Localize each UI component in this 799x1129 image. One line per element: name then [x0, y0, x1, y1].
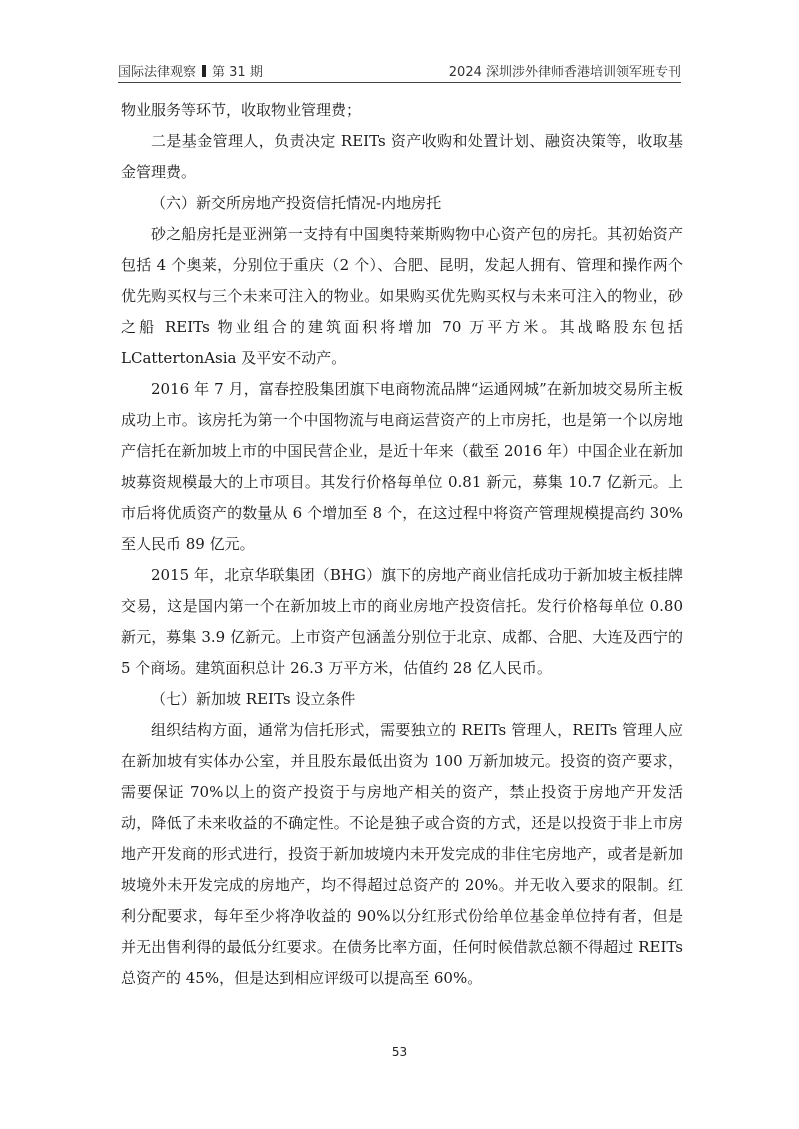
separator-bar	[202, 65, 206, 77]
paragraph: 物业服务等环节，收取物业管理费；	[121, 101, 362, 119]
header-left	[118, 61, 263, 80]
special-issue-title: 2024 深圳涉外律师香港培训领军班专刊	[448, 65, 681, 80]
page-number: 53	[391, 1045, 408, 1059]
issue-number: 第 31 期	[212, 65, 263, 80]
header-rule	[118, 82, 681, 83]
page-header	[118, 58, 681, 80]
paragraph: 组织结构方面，通常为信托形式，需要独立的 REITs 管理人，REITs 管理人应在新加坡有实体办公室，并且股东最低出资为 100 万新加坡元。投资的资产要求，需要保证 70%以上的资产投资于与房地产相关的资产，禁止投资于房地产开发活动，降低了未来收益的不确定性。不论是独子或合资的方式，还是以投资于非上市房地产开发商的形式进行，投资于新加坡境内未开发完成的非住宅房地产，或者是新加坡境外未开发完成的房地产，均不得超过总资产的 20%。并无收入要求的限制。红利分配要求，每年至少将净收益的 90%以分红形式份给单位基金单位持有者，但是并无出售利得的最低分红要求。在债务比率方面，任何时候借款总额不得超过 REITs 总资产的 45%，但是达到相应评级可以提高至 60%。	[121, 721, 683, 987]
paragraph: 2016 年 7 月，富春控股集团旗下电商物流品牌“运通网城”在新加坡交易所主板成功上市。该房托为第一个中国物流与电商运营资产的上市房托，也是第一个以房地产信托在新加坡上市的中国民营企业，是近十年来（截至 2016 年）中国企业在新加坡募资规模最大的上市项目。其发行价格每单位 0.81 新元，募集 10.7 亿新元。上市后将优质资产的数量从 6 个增加至 8 个，在这过程中将资产管理规模提高约 30%至人民币 89 亿元。	[121, 380, 683, 553]
journal-title: 国际法律观察	[118, 65, 197, 80]
paragraph: 砂之船房托是亚洲第一支持有中国奥特莱斯购物中心资产包的房托。其初始资产包括 4 个奥莱，分别位于重庆（2 个）、合肥、昆明，发起人拥有、管理和操作两个优先购买权与三个未来可注入的物业。如果购买优先购买权与未来可注入的物业，砂之船 REITs 物业组合的建筑面积将增加 70 万平方米。其战略股东包括 LCattertonAsia 及平安不动产。	[121, 225, 683, 367]
section-heading: （六）新交所房地产投资信托情况-内地房托	[151, 194, 442, 212]
section-heading: （七）新加坡 REITs 设立条件	[151, 690, 356, 708]
article-body	[121, 95, 683, 994]
paragraph: 2015 年，北京华联集团（BHG）旗下的房地产商业信托成功于新加坡主板挂牌交易，这是国内第一个在新加坡上市的商业房地产投资信托。发行价格每单位 0.80 新元，募集 3.9 亿新元。上市资产包涵盖分别位于北京、成都、合肥、大连及西宁的 5 个商场。建筑面积总计 26.3 万平方米，估值约 28 亿人民币。	[121, 566, 683, 677]
paragraph: 二是基金管理人，负责决定 REITs 资产收购和处置计划、融资决策等，收取基金管理费。	[121, 132, 683, 181]
